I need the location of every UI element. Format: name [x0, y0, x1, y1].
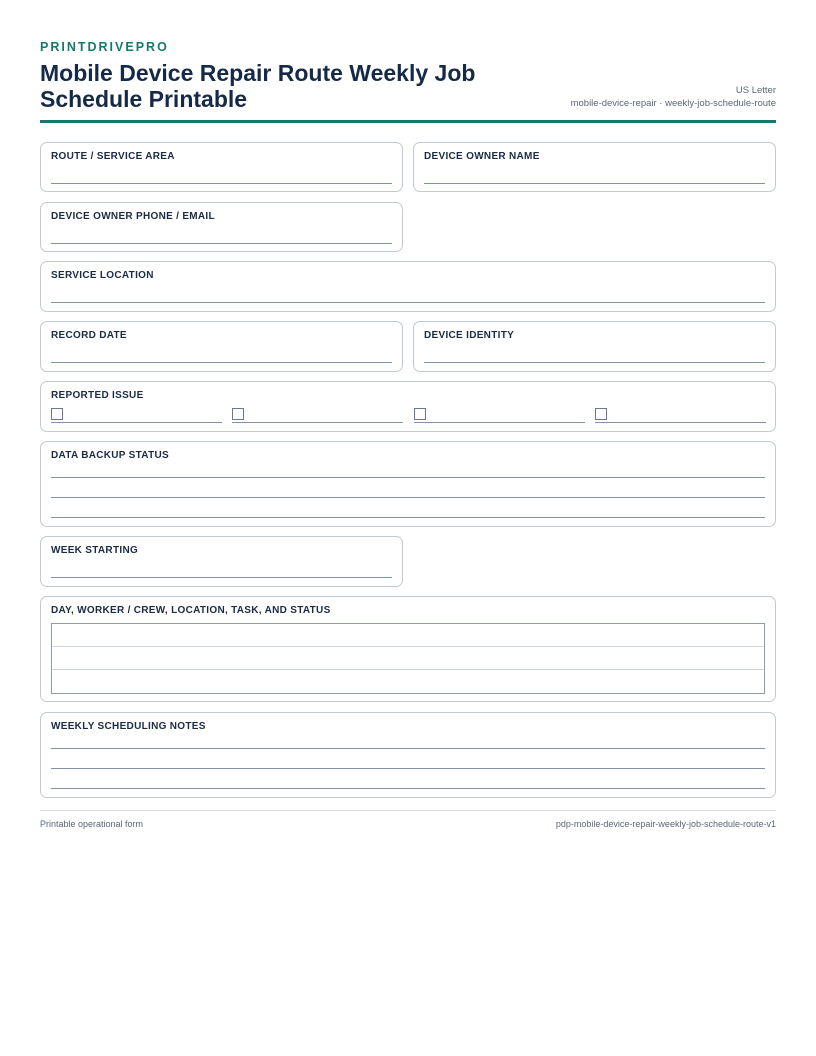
week-starting-label: WEEK STARTING	[51, 545, 139, 556]
record-date-label: RECORD DATE	[51, 330, 127, 341]
reported-issue-option-4[interactable]	[595, 407, 766, 423]
device-owner-contact-input-line[interactable]	[51, 243, 392, 244]
schedule-table-label: DAY, WORKER / CREW, LOCATION, TASK, AND STATUS	[51, 605, 331, 616]
form-footer	[40, 810, 776, 835]
route-service-area-label: ROUTE / SERVICE AREA	[51, 151, 175, 162]
device-owner-contact-field	[40, 202, 403, 252]
checkbox[interactable]	[595, 408, 607, 420]
data-backup-status-field	[40, 441, 776, 527]
header-meta	[571, 84, 776, 110]
footer-form-id: pdp-mobile-device-repair-weekly-job-schedule-route-v1	[555, 819, 776, 829]
page-title: Mobile Device Repair Route Weekly Job Schedule Printable	[40, 60, 476, 112]
device-owner-name-input-line[interactable]	[424, 183, 765, 184]
service-location-input-line[interactable]	[51, 302, 765, 303]
device-identity-label: DEVICE IDENTITY	[424, 330, 515, 341]
weekly-scheduling-notes-field	[40, 712, 776, 798]
week-starting-input-line[interactable]	[51, 577, 392, 578]
data-backup-status-line-1[interactable]	[51, 477, 765, 478]
service-location-label: SERVICE LOCATION	[51, 270, 154, 281]
device-owner-name-field	[413, 142, 776, 192]
device-owner-contact-label: DEVICE OWNER PHONE / EMAIL	[51, 211, 215, 222]
record-date-input-line[interactable]	[51, 362, 392, 363]
checkbox[interactable]	[51, 408, 63, 420]
form-slug: mobile-device-repair · weekly-job-schedule-route	[570, 98, 776, 109]
footer-description: Printable operational form	[40, 819, 144, 829]
schedule-table-field	[40, 596, 776, 702]
checkbox[interactable]	[414, 408, 426, 420]
device-identity-input-line[interactable]	[424, 362, 765, 363]
record-date-field	[40, 321, 403, 372]
brand-name: PRINTDRIVEPRO	[40, 40, 169, 54]
schedule-table	[51, 623, 765, 694]
weekly-scheduling-notes-label: WEEKLY SCHEDULING NOTES	[51, 721, 206, 732]
service-location-field	[40, 261, 776, 312]
data-backup-status-label: DATA BACKUP STATUS	[51, 450, 169, 461]
printable-form-page	[40, 40, 776, 829]
weekly-notes-line-3[interactable]	[51, 788, 765, 789]
weekly-notes-line-2[interactable]	[51, 768, 765, 769]
reported-issue-option-2[interactable]	[232, 407, 403, 423]
form-header	[40, 40, 776, 123]
paper-size: US Letter	[735, 85, 776, 96]
weekly-notes-line-1[interactable]	[51, 748, 765, 749]
table-row[interactable]	[52, 624, 764, 647]
checkbox[interactable]	[232, 408, 244, 420]
week-starting-field	[40, 536, 403, 587]
device-owner-name-label: DEVICE OWNER NAME	[424, 151, 540, 162]
reported-issue-option-1[interactable]	[51, 407, 222, 423]
reported-issue-field	[40, 381, 776, 432]
data-backup-status-line-2[interactable]	[51, 497, 765, 498]
table-row[interactable]	[52, 670, 764, 693]
data-backup-status-line-3[interactable]	[51, 517, 765, 518]
device-identity-field	[413, 321, 776, 372]
route-service-area-input-line[interactable]	[51, 183, 392, 184]
table-row[interactable]	[52, 647, 764, 670]
reported-issue-label: REPORTED ISSUE	[51, 390, 144, 401]
route-service-area-field	[40, 142, 403, 192]
reported-issue-option-3[interactable]	[414, 407, 585, 423]
